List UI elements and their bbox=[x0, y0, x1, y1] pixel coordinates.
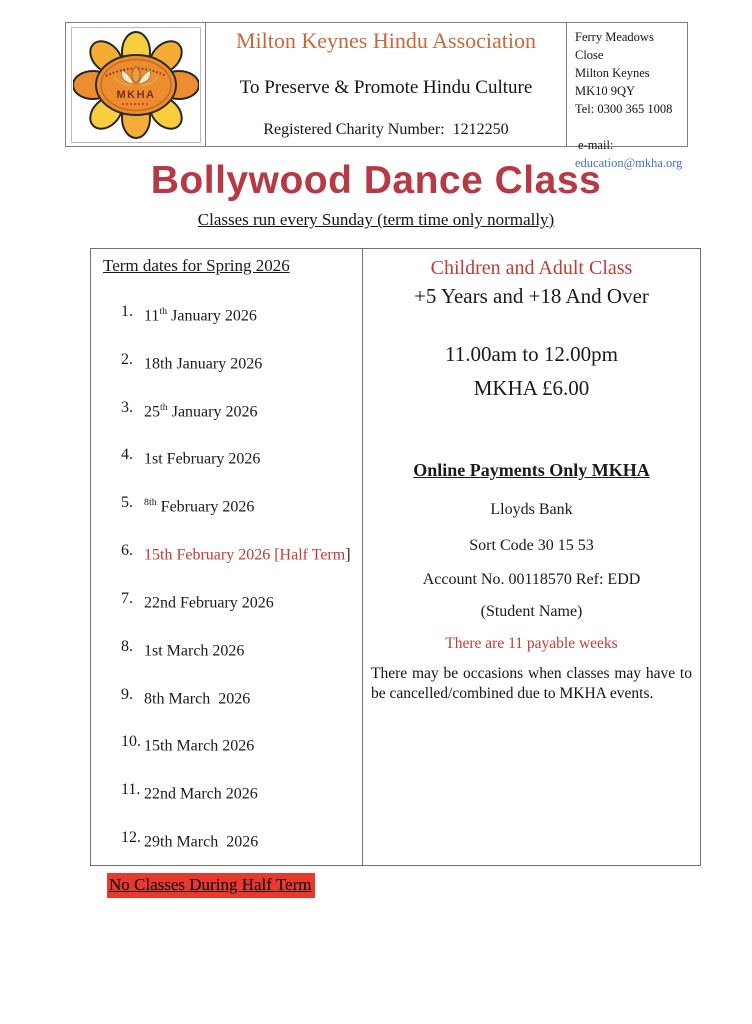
account-number: Account No. 00118570 Ref: EDD bbox=[422, 571, 641, 588]
charity-number: Registered Charity Number: 1212250 bbox=[263, 121, 509, 138]
header-logo-cell bbox=[66, 23, 206, 146]
term-date-item: 10. 15th March 2026 bbox=[121, 733, 255, 755]
half-term-notice: No Classes During Half Term bbox=[107, 873, 315, 898]
term-date-item: 12. 29th March 2026 bbox=[121, 829, 259, 851]
term-date-item: 9. 8th March 2026 bbox=[121, 685, 251, 707]
header-center-cell bbox=[206, 23, 567, 146]
page-title: Bollywood Dance Class bbox=[150, 159, 602, 202]
term-date-item: 2. 18th January 2026 bbox=[121, 350, 263, 373]
bank-name: Lloyds Bank bbox=[490, 501, 573, 518]
term-dates-heading: Term dates for Spring 2026 bbox=[103, 256, 290, 275]
age-range: +5 Years and +18 And Over bbox=[414, 284, 649, 308]
term-date-item: 1. 11th January 2026 bbox=[121, 303, 257, 325]
class-time: 11.00am to 12.00pm bbox=[444, 342, 619, 366]
term-dates-list bbox=[103, 303, 356, 850]
main-table bbox=[90, 248, 701, 894]
cancellation-note: There may be occasions when classes may have to be cancelled/combined due to MKHA events. bbox=[371, 665, 692, 702]
address-line: Ferry Meadows Close bbox=[575, 30, 654, 62]
student-name-ref: (Student Name) bbox=[480, 603, 583, 620]
term-date-item: 11. 22nd March 2026 bbox=[121, 781, 258, 803]
term-date-item: 7. 22nd February 2026 bbox=[121, 589, 274, 612]
class-fee: MKHA £6.00 bbox=[473, 376, 590, 400]
page-subtitle: Classes run every Sunday (term time only normally) bbox=[197, 210, 555, 229]
class-title: Children and Adult Class bbox=[430, 257, 633, 279]
address-line: Milton Keynes bbox=[575, 66, 650, 80]
email-label: e-mail: bbox=[578, 138, 614, 152]
payable-weeks: There are 11 payable weeks bbox=[445, 635, 618, 652]
term-date-item: 4. 1st February 2026 bbox=[121, 446, 261, 468]
class-info-panel bbox=[363, 249, 700, 865]
payment-heading: Online Payments Only MKHA bbox=[413, 460, 650, 480]
org-tagline: To Preserve & Promote Hindu Culture bbox=[239, 77, 533, 98]
phone-line: Tel: 0300 365 1008 bbox=[575, 102, 673, 116]
term-date-item: 3. 25th January 2026 bbox=[121, 398, 258, 420]
logo-acronym-text: MKHA bbox=[116, 88, 155, 101]
address-line: MK10 9QY bbox=[575, 84, 636, 98]
term-date-item: 5. $^{8th}$ February 2026 bbox=[121, 494, 255, 516]
term-date-item: 8. 1st March 2026 bbox=[121, 637, 245, 660]
email-link[interactable]: education@mkha.org bbox=[575, 156, 683, 170]
header-contact-cell bbox=[567, 23, 687, 170]
logo-frame bbox=[71, 27, 201, 143]
header bbox=[65, 22, 688, 170]
sort-code: Sort Code 30 15 53 bbox=[469, 537, 594, 554]
mkha-lotus-logo-icon bbox=[73, 30, 199, 140]
term-date-item: 6. 15th February 2026 [Half Term] bbox=[121, 542, 351, 564]
term-dates-panel bbox=[91, 249, 363, 894]
org-name: Milton Keynes Hindu Association bbox=[235, 28, 537, 53]
